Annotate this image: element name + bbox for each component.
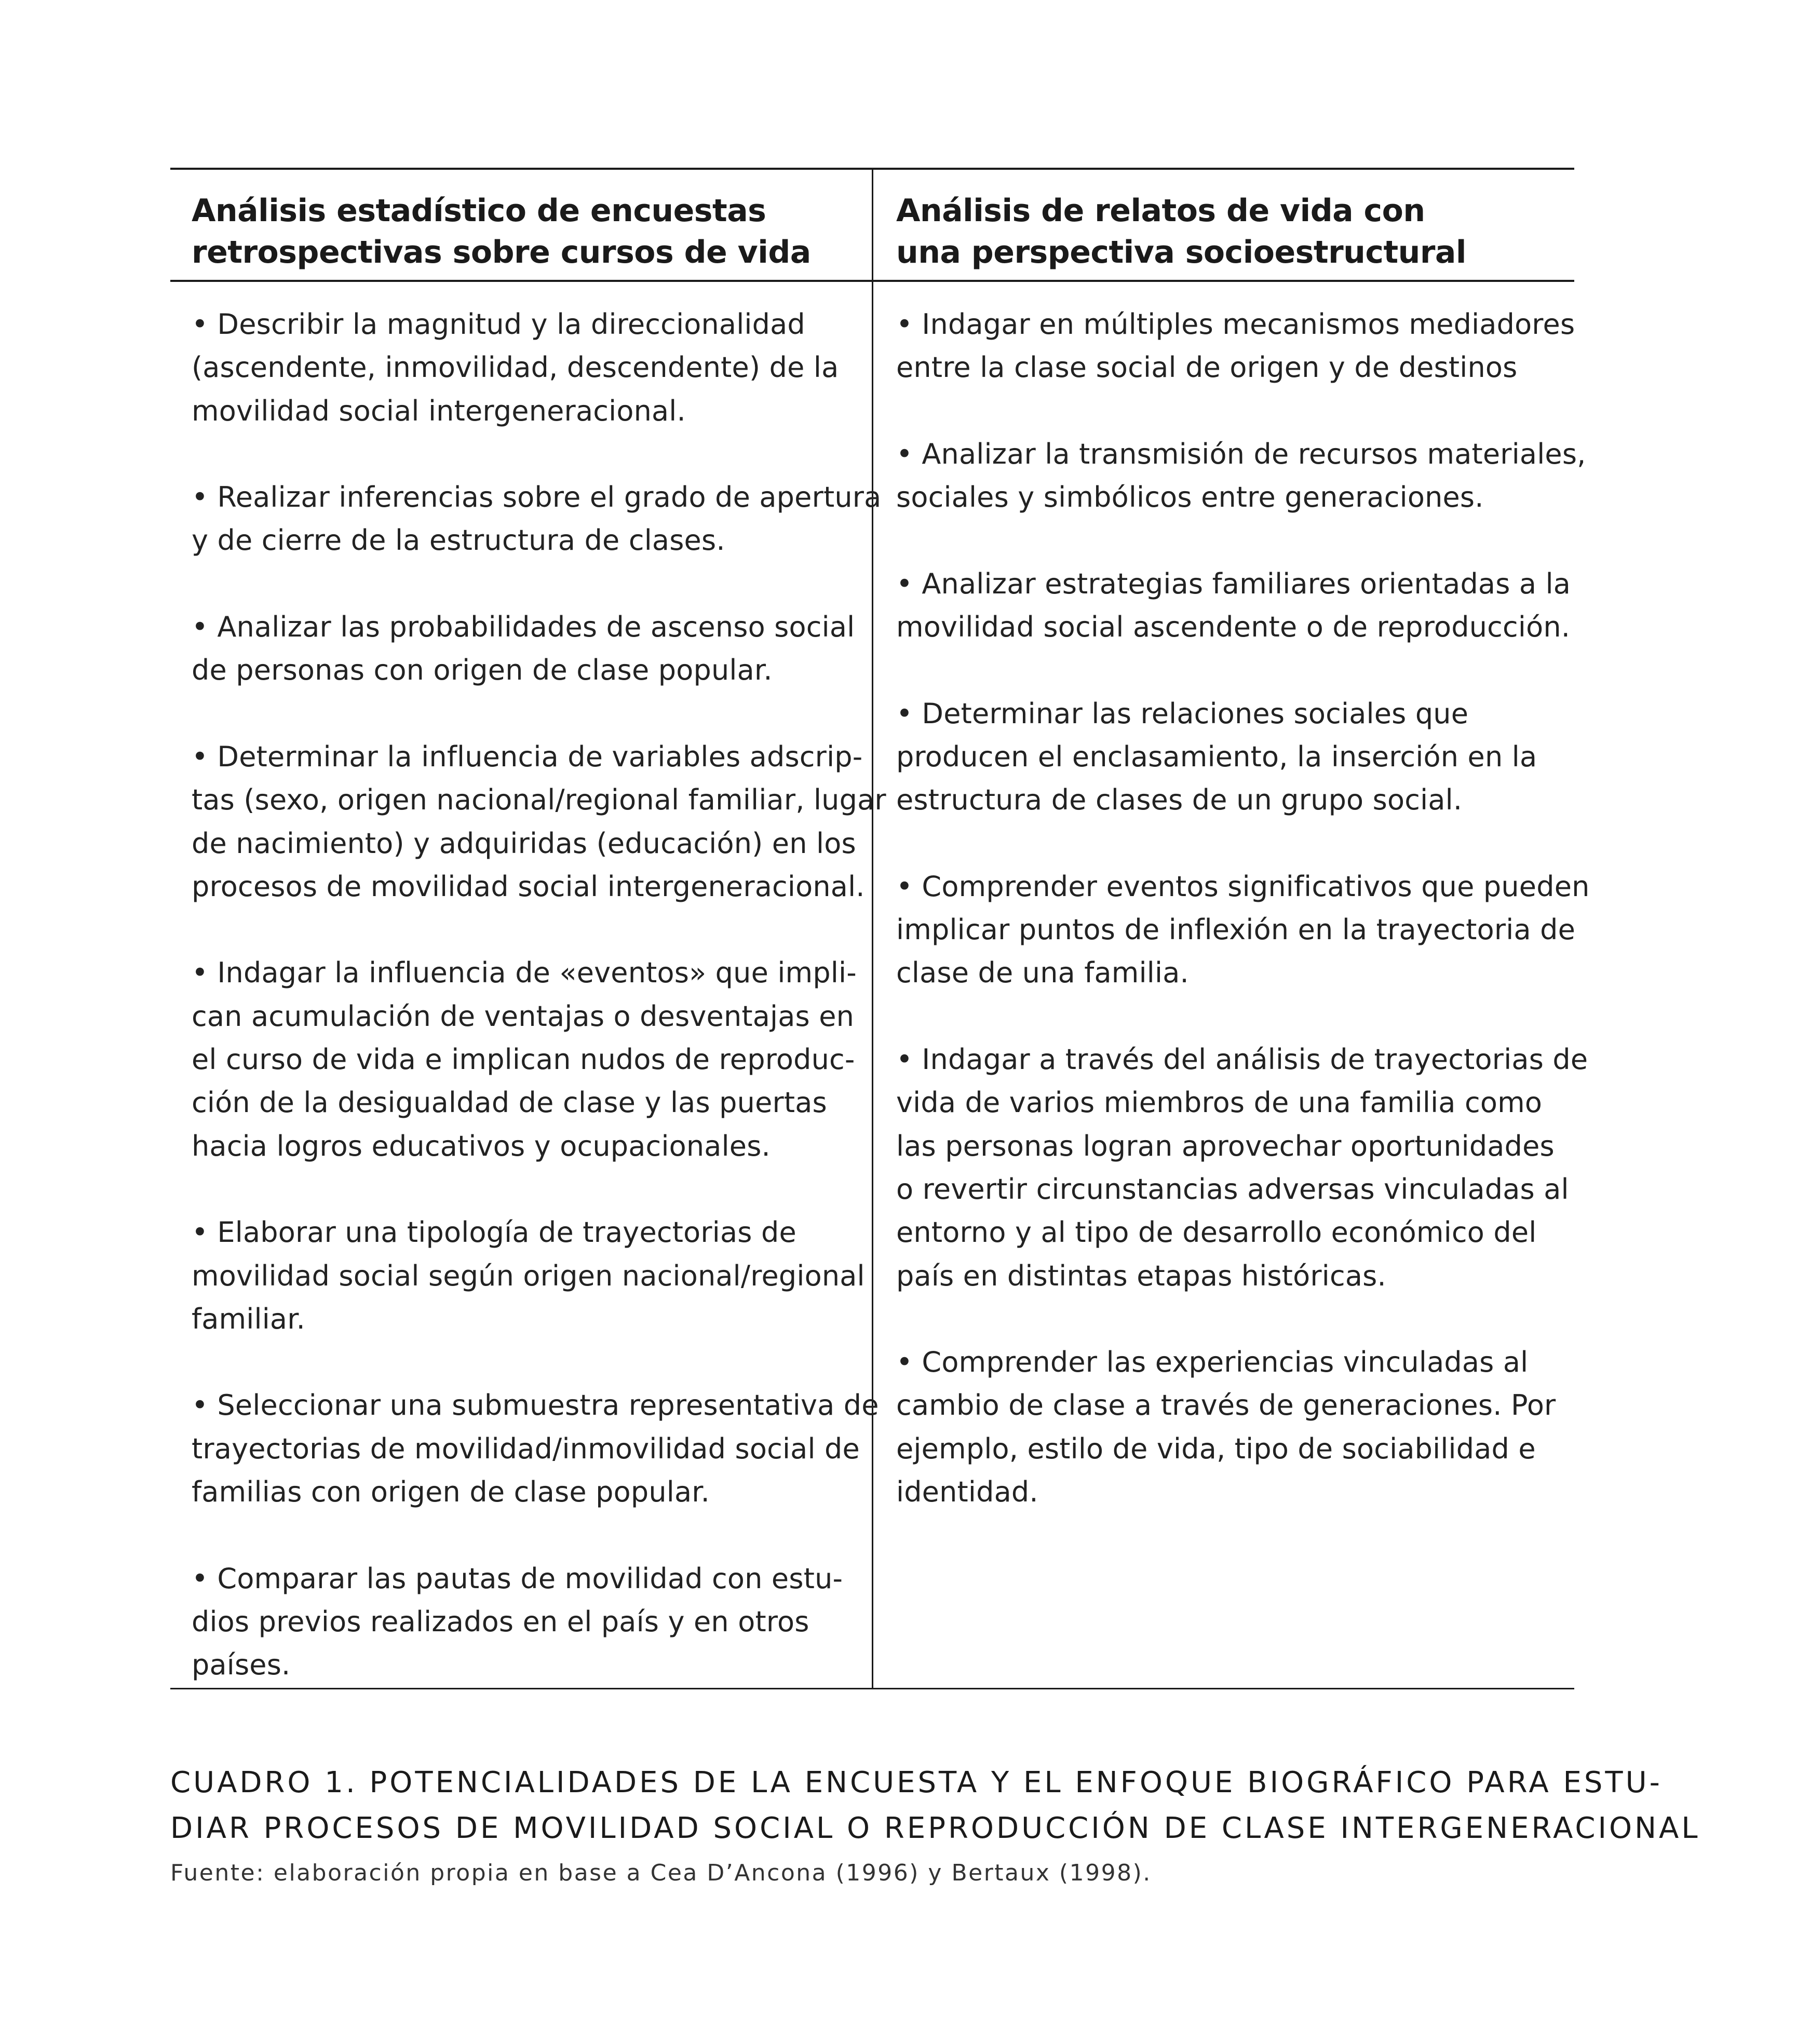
item-line: • Indagar la influencia de «eventos» que impli- [192, 956, 857, 990]
item-line: • Comprender eventos significativos que pueden [896, 870, 1590, 903]
item-line: hacia logros educativos y ocupacionales. [192, 1129, 771, 1162]
list-item [896, 865, 1590, 995]
item-line: cambio de clase a través de generaciones. Por [896, 1389, 1556, 1422]
left-header-line: retrospectivas sobre cursos de vida [192, 234, 811, 270]
left-column-header [192, 190, 811, 273]
item-line: • Analizar estrategias familiares orientadas a la [896, 567, 1571, 600]
item-line: ción de la desigualdad de clase y las puertas [192, 1086, 827, 1119]
item-line: vida de varios miembros de una familia como [896, 1086, 1543, 1119]
item-line: • Indagar en múltiples mecanismos mediadores [896, 308, 1575, 341]
item-line: • Comparar las pautas de movilidad con estu- [192, 1562, 843, 1595]
list-item [192, 1557, 886, 1687]
source-note: Fuente: elaboración propia en base a Cea D’Ancona (1996) y Bertaux (1998). [170, 1860, 1152, 1886]
list-item [192, 735, 886, 908]
list-item [896, 303, 1590, 389]
item-line: de personas con origen de clase popular. [192, 654, 773, 687]
item-line: y de cierre de la estructura de clases. [192, 524, 725, 557]
item-line: país en distintas etapas históricas. [896, 1259, 1386, 1292]
item-line: tas (sexo, origen nacional/regional familiar, lugar [192, 783, 886, 817]
list-item [192, 1211, 886, 1341]
list-item [896, 432, 1590, 519]
item-line: las personas logran aprovechar oportunidades [896, 1129, 1555, 1162]
right-column-header [896, 190, 1466, 273]
item-line: familiar. [192, 1302, 306, 1335]
item-line: • Determinar la influencia de variables adscrip- [192, 740, 863, 773]
item-line: • Analizar las probabilidades de ascenso social [192, 611, 855, 644]
item-line: • Analizar la transmisión de recursos materiales, [896, 437, 1586, 470]
caption-line: DIAR PROCESOS DE MOVILIDAD SOCIAL O REPRODUCCIÓN DE CLASE INTERGENERACIONAL [170, 1811, 1700, 1845]
item-line: identidad. [896, 1476, 1038, 1509]
item-line: • Realizar inferencias sobre el grado de apertura [192, 481, 882, 514]
item-line: países. [192, 1648, 291, 1682]
item-line: ejemplo, estilo de vida, tipo de sociabilidad e [896, 1432, 1536, 1465]
right-header-line: una perspectiva socioestructural [896, 234, 1466, 270]
table-caption [170, 1760, 1700, 1851]
item-line: sociales y simbólicos entre generaciones. [896, 481, 1484, 514]
list-item [192, 303, 886, 432]
left-column-items [192, 303, 886, 1730]
item-line: trayectorias de movilidad/inmovilidad social de [192, 1432, 860, 1465]
item-line: • Determinar las relaciones sociales que [896, 697, 1469, 730]
item-line: • Elaborar una tipología de trayectorias de [192, 1216, 796, 1249]
item-line: • Comprender las experiencias vinculadas al [896, 1346, 1529, 1379]
right-header-line: Análisis de relatos de vida con [896, 193, 1425, 229]
item-line: dios previos realizados en el país y en otros [192, 1605, 809, 1638]
item-line: • Describir la magnitud y la direccionalidad [192, 308, 805, 341]
item-line: entorno y al tipo de desarrollo económico del [896, 1216, 1537, 1249]
list-item [896, 562, 1590, 649]
list-item [896, 692, 1590, 822]
item-line: • Indagar a través del análisis de trayectorias de [896, 1043, 1588, 1076]
list-item [192, 951, 886, 1167]
item-line: implicar puntos de inflexión en la trayectoria de [896, 913, 1576, 946]
item-line: producen el enclasamiento, la inserción en la [896, 740, 1537, 773]
item-line: movilidad social intergeneracional. [192, 394, 686, 427]
item-line: • Seleccionar una submuestra representativa de [192, 1389, 879, 1422]
right-column-items [896, 303, 1590, 1557]
item-line: procesos de movilidad social intergeneracional. [192, 870, 865, 903]
list-item [896, 1038, 1590, 1297]
item-line: can acumulación de ventajas o desventajas en [192, 999, 855, 1033]
caption-line: CUADRO 1. POTENCIALIDADES DE LA ENCUESTA Y EL ENFOQUE BIOGRÁFICO PARA ESTU- [170, 1766, 1663, 1799]
item-line: de nacimiento) y adquiridas (educación) en los [192, 827, 856, 860]
comparison-table [170, 168, 1590, 1690]
item-line: el curso de vida e implican nudos de reproduc- [192, 1043, 855, 1076]
item-line: entre la clase social de origen y de destinos [896, 351, 1518, 384]
item-line: estructura de clases de un grupo social. [896, 783, 1463, 817]
list-item [192, 476, 886, 562]
list-item [192, 1384, 886, 1513]
list-item [896, 1341, 1590, 1513]
item-line: (ascendente, inmovilidad, descendente) de la [192, 351, 839, 384]
item-line: familias con origen de clase popular. [192, 1476, 710, 1509]
item-line: clase de una familia. [896, 956, 1189, 990]
item-line: o revertir circunstancias adversas vinculadas al [896, 1172, 1569, 1206]
item-line: movilidad social ascendente o de reproducción. [896, 611, 1571, 644]
left-header-line: Análisis estadístico de encuestas [192, 193, 766, 229]
item-line: movilidad social según origen nacional/regional [192, 1259, 865, 1292]
list-item [192, 605, 886, 692]
